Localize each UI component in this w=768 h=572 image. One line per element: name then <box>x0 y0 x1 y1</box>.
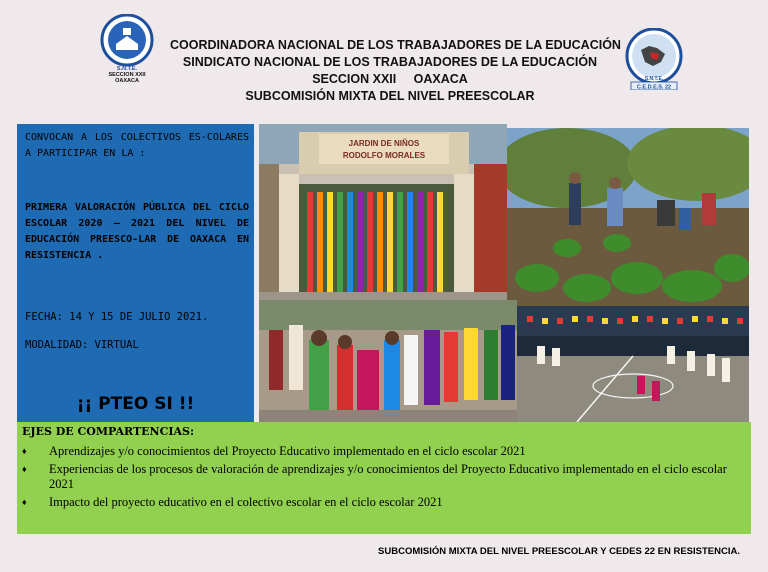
svg-text:RODOLFO MORALES: RODOLFO MORALES <box>342 151 426 160</box>
announcement-slogan: ¡¡ PTEO SI !! <box>76 394 195 414</box>
logo-left-line1: S.N.T.E. <box>116 66 138 72</box>
photo-children-parade <box>259 300 517 422</box>
header-line-4: SUBCOMISIÓN MIXTA DEL NIVEL PREESCOLAR <box>245 89 535 103</box>
announcement-panel <box>17 124 254 422</box>
logo-left-line2: SECCION XXII <box>108 72 146 78</box>
announcement-intro: CONVOCAN A LOS COLECTIVOS ES-COLARES A PARTICIPAR EN LA : <box>25 132 249 159</box>
axes-list <box>17 444 751 512</box>
announcement-modality: MODALIDAD: VIRTUAL <box>25 339 139 351</box>
header-line-2: SINDICATO NACIONAL DE LOS TRABAJADORES DE LA EDUCACIÓN <box>182 55 598 69</box>
announcement-date: FECHA: 14 Y 15 DE JULIO 2021. <box>25 311 209 323</box>
list-item <box>17 495 751 511</box>
announcement-event: PRIMERA VALORACIÓN PÚBLICA DEL CICLO ESCOLAR 2020 – 2021 DEL NIVEL DE EDUCACIÓN PREESCO-LAR DE OAXACA EN RESISTENCIA . <box>25 202 249 261</box>
axes-panel <box>17 422 751 534</box>
organization-header <box>170 37 621 105</box>
footer-signature: SUBCOMISIÓN MIXTA DEL NIVEL PREESCOLAR Y CEDES 22 EN RESISTENCIA. <box>378 546 740 557</box>
header-line-3: SECCION XXII OAXACA <box>312 72 468 86</box>
diamond-bullet-icon: ♦ <box>22 446 27 456</box>
snte-seccion-xxii-logo <box>98 14 156 82</box>
logo-right-line2: C.E.D.E.S. 22 <box>636 84 672 90</box>
list-item <box>17 444 751 460</box>
axis-item-text: Experiencias de los procesos de valoración de aprendizajes y/o conocimientos del Proyecto Educativo implementado en el ciclo escolar 2021 <box>49 461 727 491</box>
photo-collage <box>259 124 749 422</box>
school-sign-text: JARDIN DE NIÑOS <box>348 139 420 148</box>
logo-left-line3: OAXACA <box>115 78 139 82</box>
axis-item-text: Aprendizajes y/o conocimientos del Proyecto Educativo implementado en el ciclo escolar 2021 <box>49 444 526 458</box>
photo-night-festival <box>517 306 749 422</box>
axis-item-text: Impacto del proyecto educativo en el colectivo escolar en el ciclo escolar 2021 <box>49 494 443 509</box>
photo-kindergarten-entrance <box>259 124 507 300</box>
list-item <box>17 462 751 493</box>
photo-school-garden <box>507 128 749 306</box>
logo-right-line1: S.N.T.E. <box>644 76 664 82</box>
diamond-bullet-icon: ♦ <box>22 496 27 507</box>
diamond-bullet-icon: ♦ <box>22 463 27 474</box>
axes-title: EJES DE COMPARTENCIAS: <box>22 425 195 438</box>
cedes-22-logo <box>621 28 687 90</box>
header-line-1: COORDINADORA NACIONAL DE LOS TRABAJADORES DE LA EDUCACIÓN <box>170 38 621 52</box>
